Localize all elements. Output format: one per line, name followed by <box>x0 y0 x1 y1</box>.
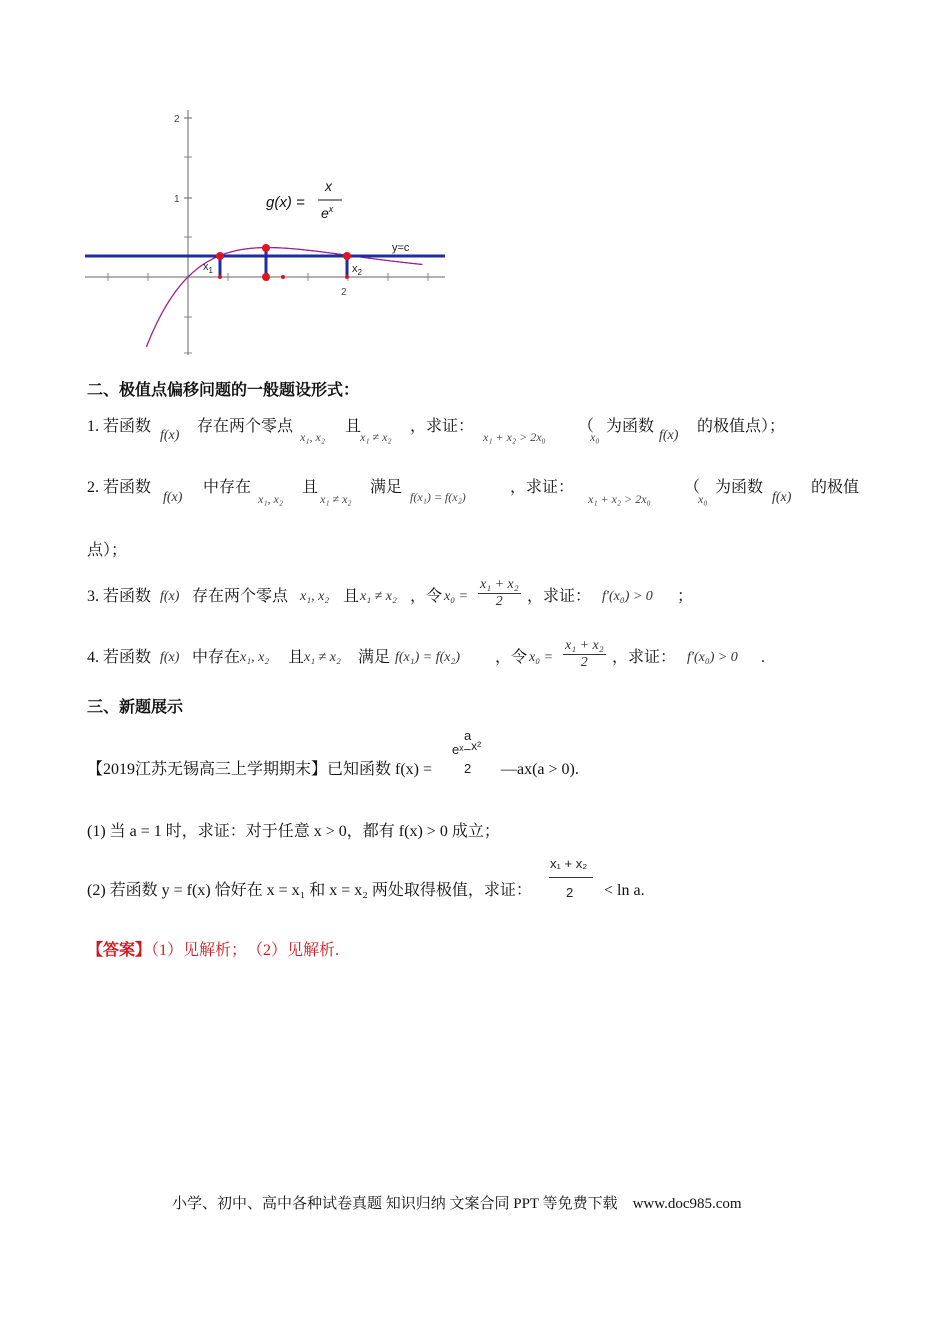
item1-x0: x₀ <box>590 430 600 444</box>
problem-expr-top: eˣ−x² <box>452 739 482 757</box>
part2-num: x₁ + x₂ <box>550 856 588 871</box>
item4-frac-num: x₁ + x₂ <box>565 638 604 653</box>
x-tick-2: 2 <box>341 287 347 298</box>
item4-g: . <box>761 649 765 666</box>
item1-fx: f(x) <box>160 428 180 443</box>
item4-eq: f(x₁) = f(x₂) <box>395 650 461 665</box>
item4-f: ，求证： <box>612 649 677 666</box>
item3-frac <box>478 577 521 610</box>
item3-a: 3. 若函数 <box>87 588 152 605</box>
item3-fx: f(x) <box>160 589 180 604</box>
item3-neq: x₁ ≠ x₂ <box>360 589 397 604</box>
item4-frac <box>563 638 606 671</box>
item3-b: 存在两个零点 <box>192 588 289 605</box>
item3-vars: x₁, x₂ <box>300 589 330 604</box>
answer-text: （1）见解析； （2）见解析. <box>151 942 340 959</box>
footer-text: 小学、初中、高中各种试卷真题 知识归纳 文案合同 PPT 等免费下载 www.doc985.com <box>172 1196 742 1212</box>
problem-expr-two: 2 <box>464 761 472 776</box>
point-mid-base <box>281 275 285 279</box>
item3-f: ； <box>677 588 694 605</box>
graph-figure <box>80 105 450 360</box>
section2-title: 二、极值点偏移问题的一般题设形式： <box>87 382 360 399</box>
item1-c: 且 <box>345 418 362 435</box>
item2-ineq: x₁ + x₂ > 2x₀ <box>588 492 651 506</box>
item2-cont: 点）； <box>87 542 128 559</box>
answer <box>87 941 339 961</box>
item1-e: （ <box>578 418 595 435</box>
item4-frac-den: 2 <box>580 655 588 670</box>
item2-e: ，求证： <box>510 479 575 496</box>
item1-vars: x₁, x₂ <box>300 430 325 444</box>
item3-x0eq: x₀ = <box>444 589 469 604</box>
problem-expr-tail: —ax(a > 0). <box>501 761 579 778</box>
item1-b: 存在两个零点 <box>197 418 294 435</box>
item4-d: 满足 <box>358 649 391 666</box>
item4-e: ，令 <box>495 649 528 666</box>
part1: (1) 当 a = 1 时，求证：对于任意 x > 0，都有 f(x) > 0 成立； <box>87 823 500 840</box>
point-x2-base <box>345 275 349 279</box>
item2-d: 满足 <box>370 479 403 496</box>
item3-e: ，求证： <box>527 588 592 605</box>
item1-neq: x₁ ≠ x₂ <box>360 430 392 444</box>
x2-label: $x_2$ <box>352 263 362 277</box>
section3-title: 三、新题展示 <box>87 699 184 716</box>
part2: (2) 若函数 y = f(x) 恰好在 x = x₁ 和 x = x₂ 两处取得极值，求证： <box>87 882 532 899</box>
item4-neq: x₁ ≠ x₂ <box>304 650 341 665</box>
point-x1-base <box>218 275 222 279</box>
item1-a: 1. 若函数 <box>87 418 152 435</box>
item1-fx2: f(x) <box>659 428 679 443</box>
item2-neq: x₁ ≠ x₂ <box>320 492 352 506</box>
answer-label: 【答案】 <box>87 942 152 959</box>
item3-frac-num: x₁ + x₂ <box>480 577 519 592</box>
item2-eq: f(x₁) = f(x₂) <box>410 490 466 504</box>
y-tick-2: 2 <box>174 114 180 125</box>
point-max-base <box>262 273 270 281</box>
item2-fx: f(x) <box>163 490 183 505</box>
item2-h: 的极值 <box>811 479 860 496</box>
item2-f: （ <box>684 479 701 496</box>
item3-d: ，令 <box>410 588 443 605</box>
point-x1 <box>216 252 224 260</box>
item2-c: 且 <box>302 479 319 496</box>
item2-vars: x₁, x₂ <box>258 492 283 506</box>
problem-expr-a: a <box>464 728 472 743</box>
item1-g: 的极值点）； <box>697 418 786 435</box>
item1-f: 为函数 <box>606 418 655 435</box>
y-tick-1: 1 <box>174 194 180 205</box>
item2-g: 为函数 <box>715 479 764 496</box>
item2-fx2: f(x) <box>772 490 792 505</box>
func-label-lhs: g(x) = <box>266 194 305 211</box>
item4-deriv: f′(x₀) > 0 <box>687 650 738 665</box>
item4-b: 中存在 <box>192 649 241 666</box>
item4-c: 且 <box>288 649 305 666</box>
part2-bar <box>549 877 593 878</box>
item2-b: 中存在 <box>203 479 252 496</box>
point-x2 <box>343 252 351 260</box>
item1-ineq: x₁ + x₂ > 2x₀ <box>483 430 546 444</box>
line-y-c-label: y=c <box>392 242 410 254</box>
item2-x0: x₀ <box>698 492 708 506</box>
point-max <box>262 244 270 252</box>
part2-tail: < ln a. <box>604 882 645 899</box>
item4-fx: f(x) <box>160 650 180 665</box>
item1-d: ，求证： <box>410 418 475 435</box>
part2-den: 2 <box>566 885 574 900</box>
item3-frac-den: 2 <box>495 594 503 609</box>
item2-a: 2. 若函数 <box>87 479 152 496</box>
item4-a: 4. 若函数 <box>87 649 152 666</box>
x1-label: $x_1$ <box>203 261 213 275</box>
func-label-den: $e^x$ <box>321 204 334 221</box>
func-label-num: x <box>325 178 332 194</box>
problem-intro: 【2019江苏无锡高三上学期期末】已知函数 f(x) = <box>87 761 433 778</box>
item4-x0eq: x₀ = <box>529 650 554 665</box>
item4-vars: x₁, x₂ <box>240 650 270 665</box>
item3-c: 且 <box>343 588 360 605</box>
item3-deriv: f′(x₀) > 0 <box>602 589 653 604</box>
